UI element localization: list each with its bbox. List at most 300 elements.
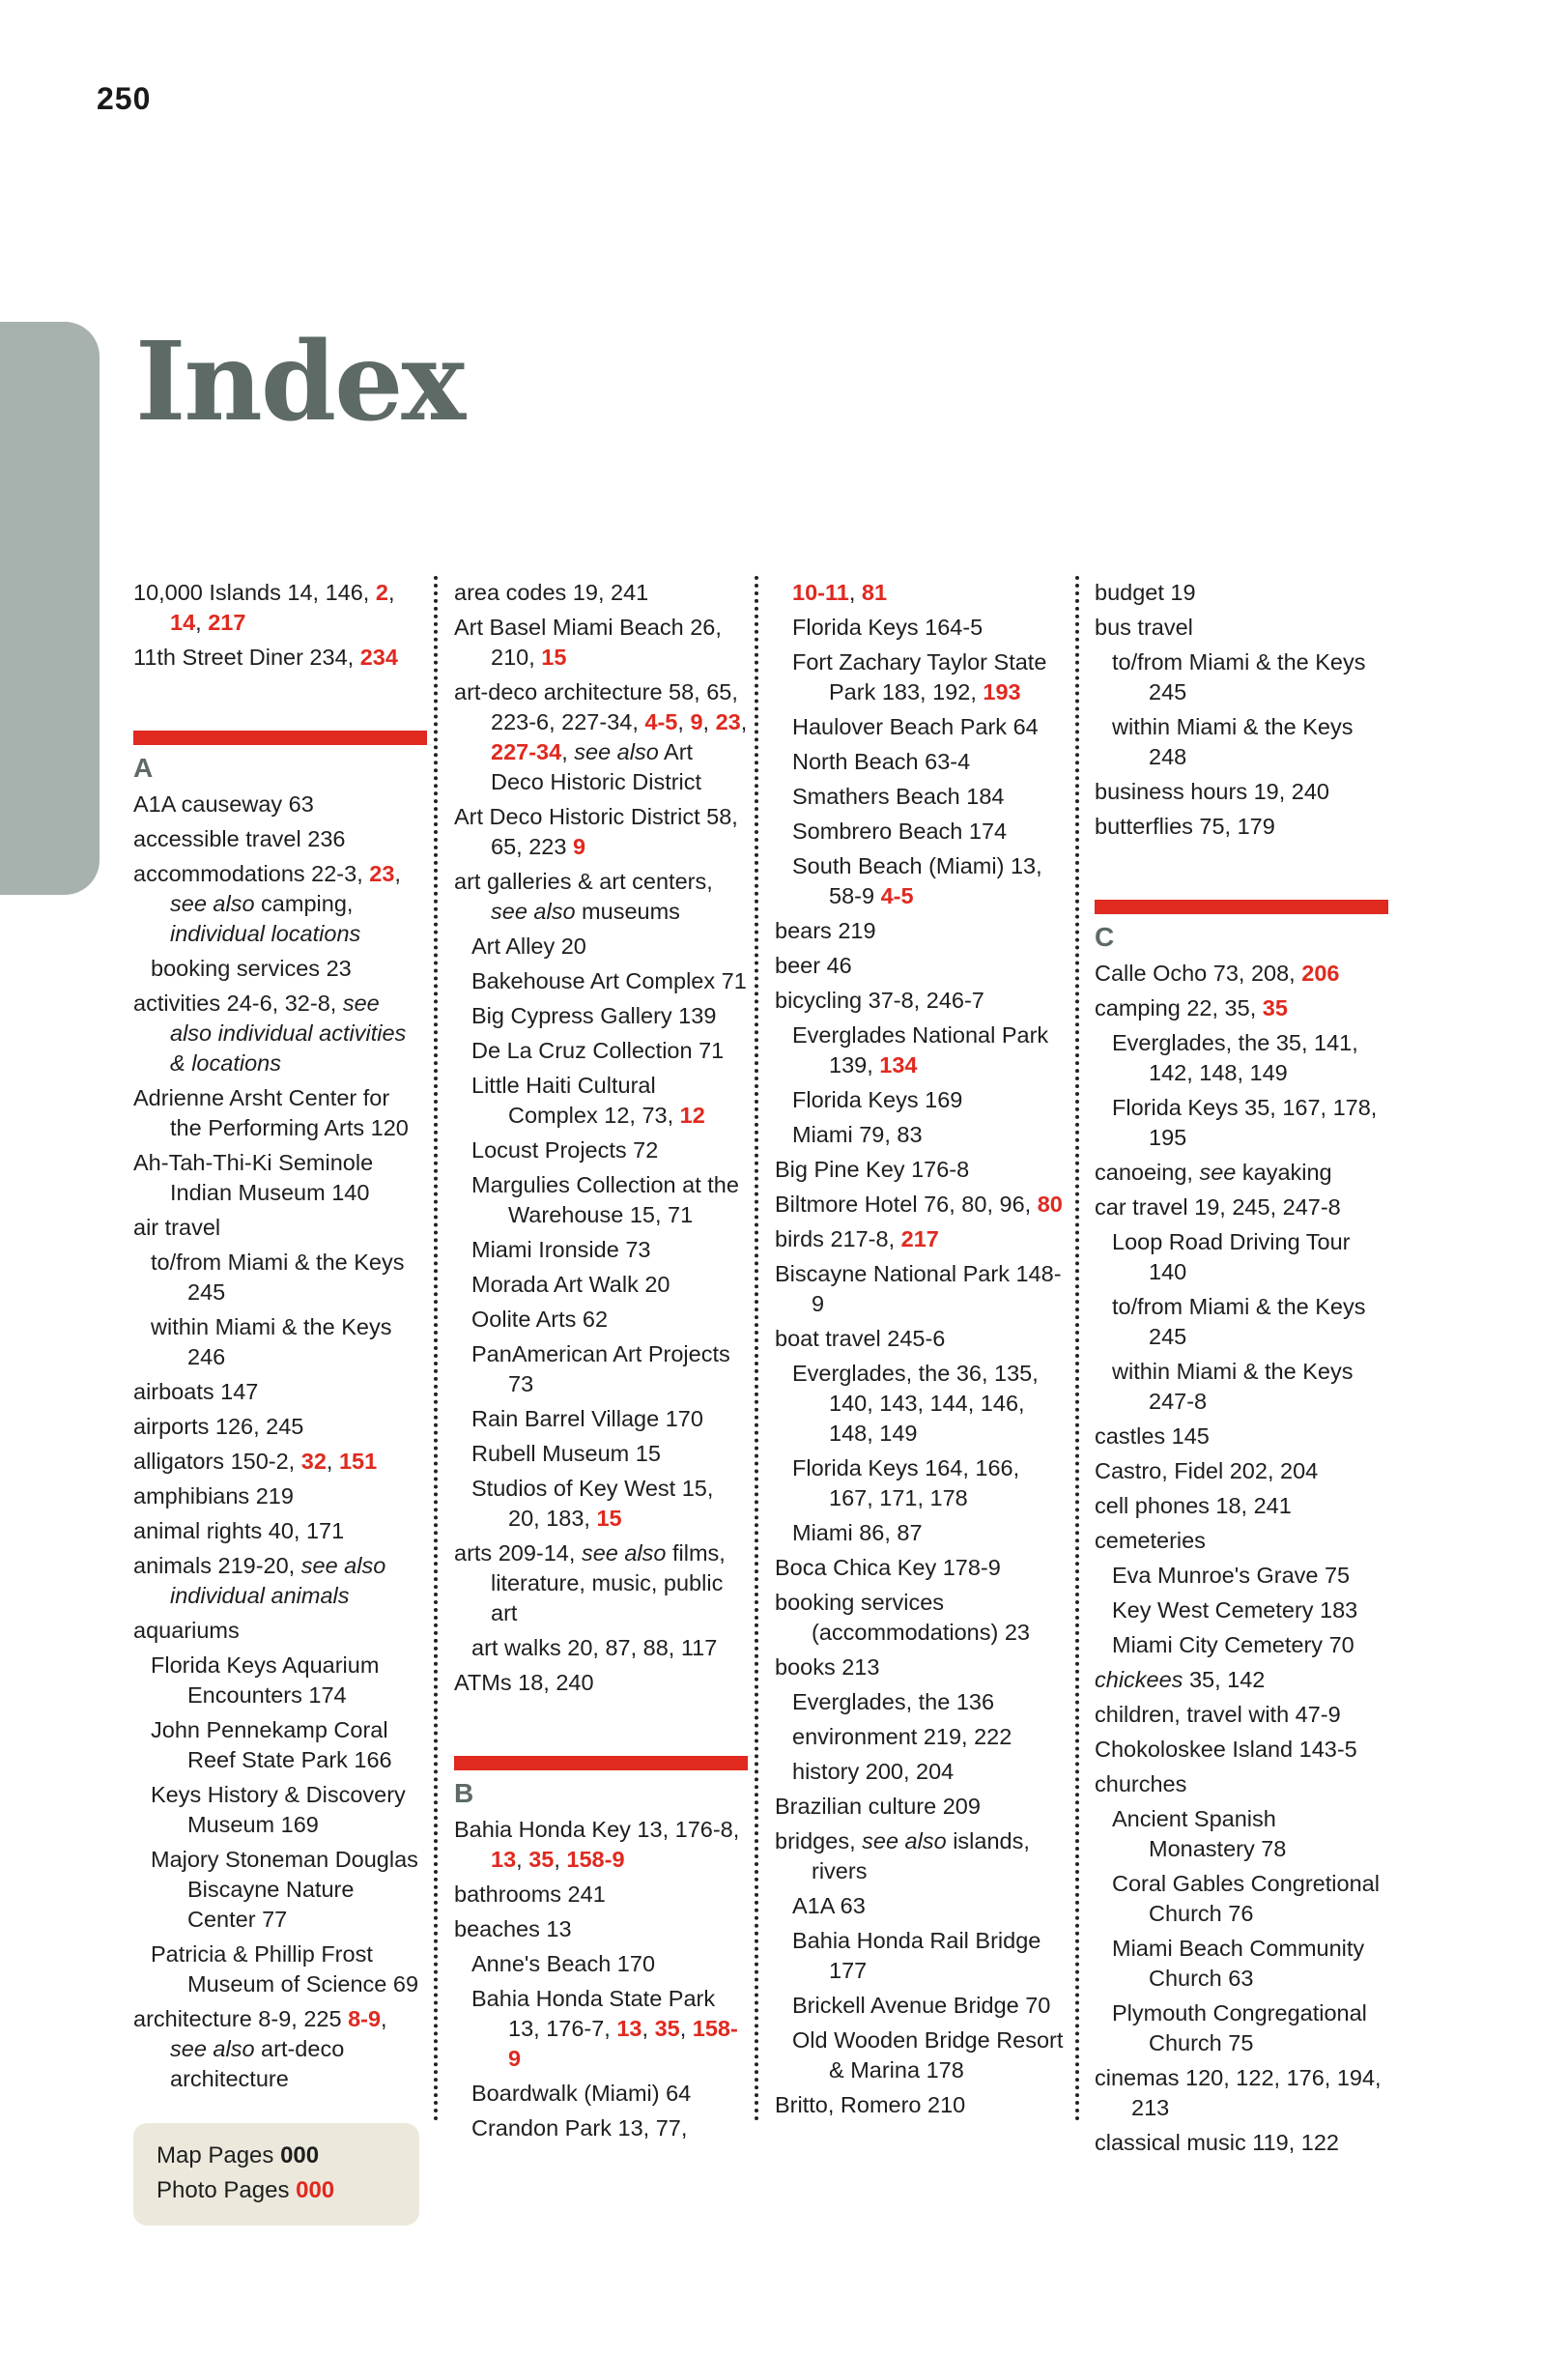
index-subentry	[454, 932, 748, 962]
index-entry	[1095, 2128, 1388, 2158]
legend-photo-pages	[157, 2173, 396, 2208]
entry-text: ATMs 18, 240	[454, 1670, 594, 1695]
photo-page-ref: 158-9	[508, 2016, 738, 2071]
entry-text: kayaking	[1236, 1160, 1332, 1185]
index-entry	[1095, 1158, 1388, 1188]
photo-page-ref: 80	[1037, 1192, 1063, 1217]
entry-text: beer 46	[775, 953, 852, 978]
entry-text: Little Haiti Cultural Complex 12, 73,	[471, 1073, 680, 1128]
index-entry	[133, 824, 427, 854]
entry-text: Everglades, the 36, 135, 140, 143, 144, 146, 148, 149	[792, 1361, 1039, 1446]
index-entry	[775, 1190, 1069, 1220]
index-subentry	[133, 1651, 427, 1710]
index-subentry	[133, 1780, 427, 1840]
index-subentry	[775, 613, 1069, 643]
index-entry	[454, 677, 748, 797]
entry-text: museums	[575, 899, 680, 924]
entry-text: within Miami & the Keys 246	[151, 1314, 392, 1369]
cross-reference: see also	[574, 739, 659, 764]
index-entry	[775, 1792, 1069, 1822]
entry-text: Majory Stoneman Douglas Biscayne Nature Center 77	[151, 1847, 418, 1932]
index-subentry	[775, 1518, 1069, 1548]
index-subentry	[1095, 1934, 1388, 1994]
index-subentry	[775, 747, 1069, 777]
legend-map-pages	[157, 2139, 396, 2173]
entry-text: De La Cruz Collection 71	[471, 1038, 725, 1063]
entry-text: Crandon Park 13, 77,	[471, 2115, 688, 2141]
cross-reference: chickees	[1095, 1667, 1183, 1692]
index-subentry	[133, 1939, 427, 1999]
column-divider	[434, 576, 438, 2122]
entry-text: Adrienne Arsht Center for the Performing Arts 120	[133, 1085, 409, 1140]
index-entry	[1095, 1456, 1388, 1486]
index-subentry	[1095, 1292, 1388, 1352]
entry-text: Everglades National Park 139,	[792, 1022, 1049, 1077]
index-subentry	[775, 1891, 1069, 1921]
photo-page-ref: 15	[596, 1506, 622, 1531]
photo-page-ref: 234	[359, 645, 398, 670]
cross-reference: see also	[581, 1540, 667, 1566]
photo-page-ref: 9	[572, 834, 586, 859]
entry-text: air travel	[133, 1215, 221, 1240]
entry-text: children, travel with 47-9	[1095, 1702, 1341, 1727]
index-subentry	[133, 1845, 427, 1935]
index-subentry	[775, 1120, 1069, 1150]
index-entry	[133, 1412, 427, 1442]
entry-text: Miami Ironside 73	[471, 1237, 651, 1262]
index-subentry	[1095, 1869, 1388, 1929]
entry-text: art walks 20, 87, 88, 117	[471, 1635, 718, 1660]
entry-text: ,	[326, 1449, 339, 1474]
cross-reference: see also	[300, 1553, 386, 1578]
entry-text: ,	[195, 610, 209, 635]
entry-text: butterflies 75, 179	[1095, 814, 1275, 839]
entry-text: Rubell Museum 15	[471, 1441, 661, 1466]
entry-text: arts 209-14,	[454, 1540, 582, 1566]
entry-text: canoeing,	[1095, 1160, 1200, 1185]
photo-page-ref: 10-11	[792, 580, 849, 605]
index-entry	[133, 578, 427, 638]
index-subentry	[454, 1474, 748, 1534]
letter-heading: C	[1095, 900, 1388, 953]
index-subentry	[1095, 712, 1388, 772]
entry-text: ,	[381, 2006, 387, 2031]
entry-text: to/from Miami & the Keys 245	[151, 1250, 405, 1305]
index-entry	[1095, 1422, 1388, 1451]
entry-text: Biscayne National Park 148-9	[775, 1261, 1062, 1316]
entry-text: Bahia Honda Key 13, 176-8,	[454, 1817, 740, 1842]
entry-text: Florida Keys 35, 167, 178, 195	[1112, 1095, 1378, 1150]
index-subentry	[454, 1036, 748, 1066]
index-entry	[133, 1481, 427, 1511]
entry-text: to/from Miami & the Keys 245	[1112, 1294, 1366, 1349]
index-subentry	[454, 1235, 748, 1265]
entry-text: castles 145	[1095, 1423, 1210, 1449]
index-subentry	[1095, 1357, 1388, 1417]
entry-text: animals 219-20,	[133, 1553, 301, 1578]
entry-text: Coral Gables Congretional Church 76	[1112, 1871, 1380, 1926]
entry-text: bears 219	[775, 918, 876, 943]
entry-text: ,	[677, 709, 691, 734]
index-entry	[133, 2004, 427, 2094]
index-entry	[775, 2090, 1069, 2120]
entry-text: area codes 19, 241	[454, 580, 649, 605]
index-entry	[1095, 1526, 1388, 1556]
entry-text: Studios of Key West 15, 20, 183,	[471, 1476, 714, 1531]
photo-page-ref: 13	[616, 2016, 642, 2041]
index-entry	[1095, 1700, 1388, 1730]
entry-text: Florida Keys 164-5	[792, 615, 984, 640]
entry-text: North Beach 63-4	[792, 749, 971, 774]
entry-text: Boca Chica Key 178-9	[775, 1555, 1001, 1580]
index-subentry	[775, 578, 1069, 608]
index-entry	[1095, 1665, 1388, 1695]
entry-text: islands, rivers	[812, 1828, 1030, 1883]
index-subentry	[454, 966, 748, 996]
entry-text: ,	[387, 580, 395, 605]
entry-text: ,	[679, 2016, 693, 2041]
entry-text: booking services (accommodations) 23	[775, 1590, 1030, 1645]
cross-reference: individual locations	[170, 921, 361, 946]
entry-text: environment 219, 222	[792, 1724, 1012, 1749]
entry-text: Margulies Collection at the Warehouse 15, 71	[471, 1172, 739, 1227]
index-entry	[454, 867, 748, 927]
index-entry	[1095, 613, 1388, 643]
entry-text: Florida Keys 164, 166, 167, 171, 178	[792, 1455, 1020, 1510]
entry-text: Calle Ocho 73, 208,	[1095, 961, 1302, 986]
entry-text: Brickell Avenue Bridge 70	[792, 1993, 1051, 2018]
entry-text: Castro, Fidel 202, 204	[1095, 1458, 1319, 1483]
index-subentry	[1095, 1028, 1388, 1088]
index-subentry	[454, 1001, 748, 1031]
entry-text: Eva Munroe's Grave 75	[1112, 1563, 1351, 1588]
photo-page-ref: 81	[861, 580, 888, 605]
cross-reference: see also	[491, 899, 576, 924]
index-entry	[133, 643, 427, 673]
entry-text: cemeteries	[1095, 1528, 1206, 1553]
entry-text: Ancient Spanish Monastery 78	[1112, 1806, 1287, 1861]
cross-reference: see also	[170, 991, 380, 1046]
entry-text: budget 19	[1095, 580, 1196, 605]
photo-page-ref: 23	[369, 861, 395, 886]
photo-page-ref: 151	[338, 1449, 378, 1474]
entry-text: Everglades, the 35, 141, 142, 148, 149	[1112, 1030, 1358, 1085]
index-subentry	[1095, 1998, 1388, 2058]
entry-text: ,	[702, 709, 716, 734]
index-entry	[133, 1616, 427, 1646]
index-entry	[775, 1259, 1069, 1319]
index-subentry	[133, 954, 427, 984]
index-entry	[454, 1914, 748, 1944]
entry-text: John Pennekamp Coral Reef State Park 166	[151, 1717, 392, 1772]
entry-text: accessible travel 236	[133, 826, 346, 851]
entry-text: ,	[740, 709, 748, 734]
entry-text: amphibians 219	[133, 1483, 294, 1508]
index-entry	[1095, 1735, 1388, 1765]
entry-text: ,	[554, 1847, 567, 1872]
index-entry	[454, 802, 748, 862]
entry-text: beaches 13	[454, 1916, 572, 1941]
index-column-1	[133, 578, 427, 2099]
entry-text: art-deco architecture 58, 65, 223-6, 227-34,	[454, 679, 738, 734]
entry-text: ,	[394, 861, 401, 886]
index-entry	[133, 1213, 427, 1243]
entry-text: to/from Miami & the Keys 245	[1112, 649, 1366, 704]
entry-text: bridges,	[775, 1828, 863, 1853]
entry-text: Britto, Romero 210	[775, 2092, 966, 2117]
index-subentry	[454, 1305, 748, 1335]
index-entry	[1095, 993, 1388, 1023]
index-entry	[775, 1826, 1069, 1886]
index-entry	[775, 951, 1069, 981]
index-entry	[775, 1224, 1069, 1254]
index-subentry	[775, 2026, 1069, 2085]
index-entry	[1095, 777, 1388, 807]
entry-text: Old Wooden Bridge Resort & Marina 178	[792, 2027, 1064, 2083]
entry-text: Art Deco Historic District 58, 65, 223	[454, 804, 738, 859]
letter-heading: B	[454, 1756, 748, 1809]
index-subentry	[454, 1339, 748, 1399]
entry-text: art-deco architecture	[170, 2036, 345, 2091]
legend-map-label: Map Pages	[157, 2142, 274, 2169]
photo-page-ref: 217	[208, 610, 246, 635]
entry-text: Miami Beach Community Church 63	[1112, 1936, 1365, 1991]
index-entry	[1095, 1491, 1388, 1521]
photo-page-ref: 2	[375, 580, 388, 605]
entry-text: classical music 119, 122	[1095, 2130, 1339, 2155]
index-subentry	[454, 1439, 748, 1469]
photo-page-ref: 12	[679, 1103, 705, 1128]
entry-text: Art Alley 20	[471, 934, 586, 959]
entry-text: bicycling 37-8, 246-7	[775, 988, 984, 1013]
index-entry	[454, 1538, 748, 1628]
index-entry	[454, 578, 748, 608]
cross-reference: individual activities & locations	[170, 1020, 407, 1076]
entry-text: churches	[1095, 1771, 1187, 1796]
index-subentry	[133, 1312, 427, 1372]
entry-text: bathrooms 241	[454, 1882, 606, 1907]
photo-page-ref: 23	[715, 709, 741, 734]
entry-text: Big Pine Key 176-8	[775, 1157, 970, 1182]
cross-reference: see also	[862, 1828, 947, 1853]
photo-page-ref: 193	[983, 679, 1021, 704]
index-subentry	[1095, 1093, 1388, 1153]
photo-page-ref: 15	[541, 645, 567, 670]
entry-text: Brazilian culture 209	[775, 1794, 981, 1819]
legend-map-value: 000	[280, 2142, 320, 2169]
index-entry	[133, 1551, 427, 1611]
entry-text: alligators 150-2,	[133, 1449, 301, 1474]
letter-heading: A	[133, 731, 427, 784]
index-entry	[1095, 578, 1388, 608]
index-subentry	[775, 1085, 1069, 1115]
index-subentry	[1095, 1630, 1388, 1660]
entry-text: Haulover Beach Park 64	[792, 714, 1039, 739]
entry-text: Big Cypress Gallery 139	[471, 1003, 717, 1028]
entry-text: Anne's Beach 170	[471, 1951, 656, 1976]
index-entry	[133, 1447, 427, 1477]
entry-text: business hours 19, 240	[1095, 779, 1329, 804]
entry-text: animal rights 40, 171	[133, 1518, 345, 1543]
photo-page-ref: 14	[170, 610, 196, 635]
cross-reference: see also	[170, 891, 255, 916]
index-subentry	[454, 1404, 748, 1434]
index-subentry	[775, 1020, 1069, 1080]
index-subentry	[775, 1722, 1069, 1752]
entry-text: Fort Zachary Taylor State Park 183, 192,	[792, 649, 1047, 704]
entry-text: camping,	[254, 891, 354, 916]
entry-text: Morada Art Walk 20	[471, 1272, 670, 1297]
column-divider	[1075, 576, 1079, 2122]
entry-text: activities 24-6, 32-8,	[133, 991, 343, 1016]
index-subentry	[454, 1071, 748, 1131]
entry-text: bus travel	[1095, 615, 1193, 640]
index-entry	[454, 1880, 748, 1910]
entry-text: boat travel 245-6	[775, 1326, 946, 1351]
entry-text: Loop Road Driving Tour 140	[1112, 1229, 1351, 1284]
index-entry	[133, 989, 427, 1078]
index-column-4	[1095, 578, 1388, 2163]
legend-photo-label: Photo Pages	[157, 2177, 290, 2203]
photo-page-ref: 35	[1262, 995, 1288, 1020]
photo-page-ref: 13	[491, 1847, 517, 1872]
index-subentry	[775, 782, 1069, 812]
index-entry	[1095, 2063, 1388, 2123]
index-entry	[454, 613, 748, 673]
entry-text: South Beach (Miami) 13, 58-9	[792, 853, 1042, 908]
entry-text: airboats 147	[133, 1379, 259, 1404]
entry-text: A1A causeway 63	[133, 791, 314, 817]
entry-text: ,	[641, 2016, 655, 2041]
index-subentry	[775, 1757, 1069, 1787]
entry-text: Miami 79, 83	[792, 1122, 923, 1147]
entry-text: 10,000 Islands 14, 146,	[133, 580, 376, 605]
photo-page-ref: 32	[300, 1449, 327, 1474]
entry-text: Florida Keys 169	[792, 1087, 963, 1112]
index-subentry	[1095, 647, 1388, 707]
index-entry	[133, 1148, 427, 1208]
entry-text: aquariums	[133, 1618, 240, 1643]
entry-text: within Miami & the Keys 247-8	[1112, 1359, 1354, 1414]
index-column-3	[775, 578, 1069, 2125]
entry-text: within Miami & the Keys 248	[1112, 714, 1354, 769]
entry-text: Bahia Honda Rail Bridge 177	[792, 1928, 1041, 1983]
index-entry	[1095, 1192, 1388, 1222]
index-subentry	[454, 1135, 748, 1165]
photo-page-ref: 227-34	[491, 739, 562, 764]
entry-text: cell phones 18, 241	[1095, 1493, 1292, 1518]
index-subentry	[775, 1926, 1069, 1986]
entry-text: Patricia & Phillip Frost Museum of Science 69	[151, 1941, 419, 1997]
entry-text: Biltmore Hotel 76, 80, 96,	[775, 1192, 1038, 1217]
entry-text: Everglades, the 136	[792, 1689, 995, 1714]
index-subentry	[775, 851, 1069, 911]
index-subentry	[454, 1984, 748, 2074]
index-entry	[133, 1516, 427, 1546]
entry-text: PanAmerican Art Projects 73	[471, 1341, 730, 1396]
entry-text: booking services 23	[151, 956, 352, 981]
index-subentry	[454, 1270, 748, 1300]
entry-text: Bakehouse Art Complex 71	[471, 968, 747, 993]
index-entry	[133, 859, 427, 949]
index-subentry	[775, 712, 1069, 742]
entry-text: birds 217-8,	[775, 1226, 901, 1251]
entry-text: films, literature, music, public art	[491, 1540, 726, 1625]
index-subentry	[454, 1633, 748, 1663]
cross-reference: see	[1199, 1160, 1237, 1185]
index-entry	[775, 1652, 1069, 1682]
photo-page-ref: 4-5	[880, 883, 914, 908]
cross-reference: individual animals	[170, 1583, 350, 1608]
photo-page-ref: 206	[1301, 961, 1340, 986]
entry-text: architecture 8-9, 225	[133, 2006, 349, 2031]
entry-text: Plymouth Congregational Church 75	[1112, 2000, 1367, 2055]
entry-text: history 200, 204	[792, 1759, 955, 1784]
cross-reference: see also	[170, 2036, 255, 2061]
page-title: Index	[135, 319, 465, 445]
index-entry	[1095, 812, 1388, 842]
index-subentry	[133, 1248, 427, 1307]
page-number: 250	[97, 81, 152, 116]
entry-text: car travel 19, 245, 247-8	[1095, 1194, 1341, 1220]
page-legend	[133, 2123, 419, 2226]
entry-text: accommodations 22-3,	[133, 861, 370, 886]
index-entry	[133, 1377, 427, 1407]
index-subentry	[133, 1715, 427, 1775]
index-entry	[454, 1815, 748, 1875]
column-divider	[755, 576, 758, 2122]
photo-page-ref: 9	[690, 709, 703, 734]
entry-text: Art Deco Historic District	[491, 739, 702, 794]
entry-text: Boardwalk (Miami) 64	[471, 2081, 692, 2106]
entry-text: Bahia Honda State Park 13, 176-7,	[471, 1986, 716, 2041]
index-entry	[133, 790, 427, 819]
index-entry	[1095, 959, 1388, 989]
entry-text: camping 22, 35,	[1095, 995, 1263, 1020]
entry-text: ,	[516, 1847, 529, 1872]
index-subentry	[775, 1687, 1069, 1717]
entry-text: Key West Cemetery 183	[1112, 1597, 1358, 1623]
photo-page-ref: 8-9	[348, 2006, 382, 2031]
photo-page-ref: 217	[900, 1226, 939, 1251]
index-entry	[775, 916, 1069, 946]
entry-text: A1A 63	[792, 1893, 866, 1918]
entry-text: Miami City Cemetery 70	[1112, 1632, 1354, 1657]
entry-text: Art Basel Miami Beach 26, 210,	[454, 615, 722, 670]
index-subentry	[1095, 1595, 1388, 1625]
photo-page-ref: 35	[528, 1847, 555, 1872]
index-subentry	[775, 817, 1069, 847]
index-subentry	[454, 2079, 748, 2109]
index-subentry	[775, 1991, 1069, 2021]
index-subentry	[454, 2113, 748, 2143]
photo-page-ref: 134	[879, 1052, 918, 1077]
entry-text: Smathers Beach 184	[792, 784, 1005, 809]
index-entry	[133, 1083, 427, 1143]
photo-page-ref: 4-5	[644, 709, 678, 734]
entry-text: Rain Barrel Village 170	[471, 1406, 703, 1431]
legend-photo-value: 000	[296, 2177, 335, 2203]
index-subentry	[454, 1949, 748, 1979]
entry-text: ,	[848, 580, 862, 605]
entry-text: cinemas 120, 122, 176, 194, 213	[1095, 2065, 1382, 2120]
index-subentry	[454, 1170, 748, 1230]
entry-text: art galleries & art centers,	[454, 869, 713, 894]
index-subentry	[775, 1453, 1069, 1513]
index-subentry	[1095, 1804, 1388, 1864]
entry-text: airports 126, 245	[133, 1414, 304, 1439]
entry-text: Oolite Arts 62	[471, 1307, 609, 1332]
